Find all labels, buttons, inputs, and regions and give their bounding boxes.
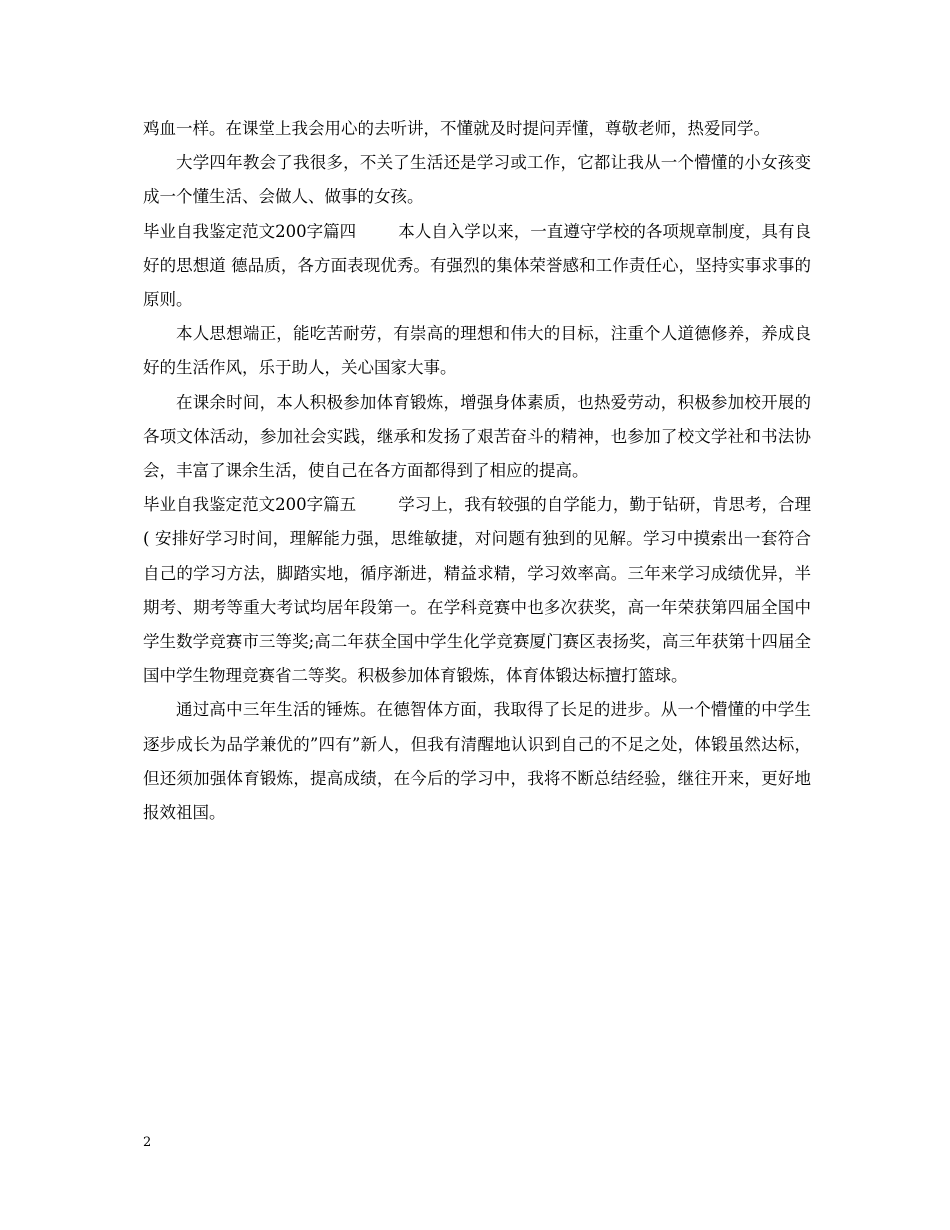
paragraph-1 bbox=[143, 112, 811, 146]
paragraph-5 bbox=[143, 386, 811, 489]
paragraph-3 bbox=[143, 215, 811, 318]
paragraph-2 bbox=[143, 146, 811, 214]
paragraph-4 bbox=[143, 317, 811, 385]
document-body bbox=[143, 112, 811, 830]
paragraph-6 bbox=[143, 488, 811, 693]
paragraph-3-text: 本人自入学以来，一直遵守学校的各项规章制度，具有良好的思想道 德品质，各方面表现优秀。有强烈的集体荣誉感和工作责任心，坚持实事求事的原则。 bbox=[143, 221, 811, 310]
paragraph-1-text: 鸡血一样。在课堂上我会用心的去听讲，不懂就及时提问弄懂，尊敬老师，热爱同学。 bbox=[143, 119, 770, 138]
section-heading-5: 毕业自我鉴定范文200字篇五 bbox=[143, 495, 357, 515]
paragraph-5-text: 在课余时间，本人积极参加体育锻炼，增强身体素质，也热爱劳动，积极参加校开展的各项文体活动，参加社会实践，继承和发扬了艰苦奋斗的精神，也参加了校文学社和书法协会，丰富了课余生活，使自己在各方面都得到了相应的提高。 bbox=[143, 392, 811, 481]
page-number: 2 bbox=[143, 1135, 152, 1150]
section-heading-4: 毕业自我鉴定范文200字篇四 bbox=[143, 221, 357, 241]
paragraph-7 bbox=[143, 693, 811, 830]
paragraph-4-text: 本人思想端正，能吃苦耐劳，有崇高的理想和伟大的目标，注重个人道德修养，养成良好的生活作风，乐于助人，关心国家大事。 bbox=[143, 324, 811, 378]
paragraph-7-text: 通过高中三年生活的锤炼。在德智体方面，我取得了长足的进步。从一个懵懂的中学生逐步成长为品学兼优的”四有”新人，但我有清醒地认识到自己的不足之处，体锻虽然达标，但还须加强体育锻炼，提高成绩，在今后的学习中，我将不断总结经验，继往开来，更好地报效祖国。 bbox=[143, 700, 811, 823]
paragraph-2-text: 大学四年教会了我很多，不关了生活还是学习或工作，它都让我从一个懵懂的小女孩变成一个懂生活、会做人、做事的女孩。 bbox=[143, 153, 811, 207]
paragraph-6-text: 学习上，我有较强的自学能力，勤于钻研，肯思考，合理( 安排好学习时间，理解能力强，思维敏捷，对问题有独到的见解。学习中摸索出一套符合自己的学习方法，脚踏实地，循序渐进，精益求精，学习效率高。三年来学习成绩优异，半期考、期考等重大考试均居年段第一。在学科竞赛中也多次获奖，高一年荣获第四届全国中学生数学竞赛市三等奖;高二年获全国中学生化学竞赛厦门赛区表扬奖，高三年获第十四届全国中学生物理竞赛省二等奖。积极参加体育锻炼，体育体锻达标擅打篮球。 bbox=[143, 495, 811, 686]
